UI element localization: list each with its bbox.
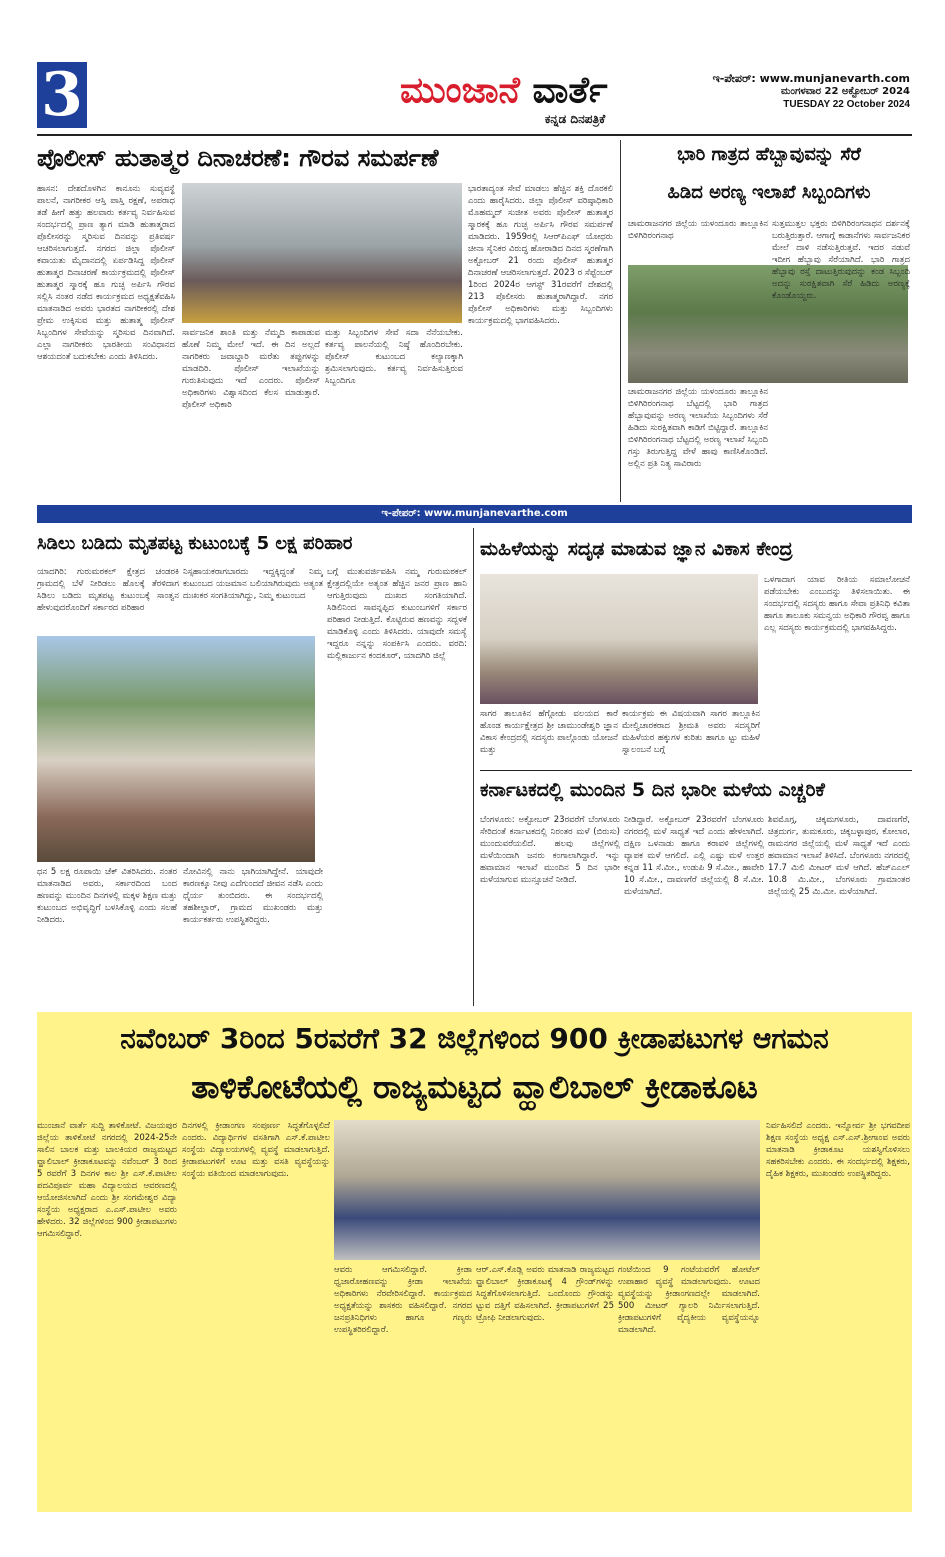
article-women-col2: ಕಾರ್ಯಕ್ರಮ ಈ ವಿಷಯವಾಗಿ ಸಾಗರ ತಾಲ್ಲೂಕಿನ ಮೇಲ್ವಿಚಾರಕರಾದ ಶ್ರೀಮತಿ ಅವರು ಸದಸ್ಯರಿಗೆ ಮಹಿಳೆಯರ ಹಕ್ಕುಗಳ ಕುರಿತು ಹಾಗೂ ಟ್ಟು ಮಹಿಳೆ ಸ್ವಾಲಂಬನೆ ಬಗ್ಗೆ bbox=[622, 709, 760, 755]
article-women-col3: ಒಳಗಾದಾಗ ಯಾವ ರೀತಿಯ ಸಮಾಲೋಚನೆ ಪಡೆಯಬೇಕು ಎಂಬುದನ್ನು ತಿಳಿಸಲಾಯಿತು. ಈ ಸಂದರ್ಭದಲ್ಲಿ ಸದಸ್ಯರು ಹಾಗೂ ಸೇವಾ ಪ್ರತಿನಿಧಿ ಕವಿತಾ ಹಾಗೂ ತಾಲೂಕು ಸಮನ್ವಯ ಅಧಿಕಾರಿ ಗೌರವ್ವ ಹಾಗೂ ಎಲ್ಲ ಸದಸ್ಯರು ಕಾರ್ಯಕ್ರಮದಲ್ಲಿ ಭಾಗವಹಿಸಿದ್ದರು. bbox=[764, 575, 910, 633]
article-volleyball-col3: ಆವರು ಆಗಮಿಸಲಿದ್ದಾರೆ. ಕ್ರೀಡಾ ಧ್ವಜಾರೋಹಣವನ್ನು ಕ್ರೀಡಾ ಇಲಾಖೆಯ ಅಧಿಕಾರಿಗಳು ನೆರವೇರಿಸಲಿದ್ದಾರೆ. ಕಾರ್ಯಕ್ರಮದ ಅಧ್ಯಕ್ಷತೆಯನ್ನು ಶಾಸಕರು ವಹಿಸಲಿದ್ದಾರೆ. ನಗರದ ಜನಪ್ರತಿನಿಧಿಗಳು ಹಾಗೂ ಗಣ್ಯರು ಉಪಸ್ಥಿತರಿರಲಿದ್ದಾರೆ. bbox=[334, 1265, 472, 1335]
column-divider bbox=[620, 140, 621, 502]
epaper-url[interactable]: ಇ-ಪೇಪರ್: www.munjanevarth.com bbox=[712, 72, 910, 85]
article-police-col1: ಹಾಸನ: ದೇಶದೊಳಗಿನ ಕಾನೂನು ಸುವ್ಯವಸ್ಥೆ ಪಾಲನೆ, ನಾಗರೀಕರ ಆಸ್ತಿ ಪಾಸ್ತಿ ರಕ್ಷಣೆ, ಅಪರಾಧ ತಡೆ ಹೀಗೆ ಹತ್ತು ಹಲವಾರು ಕರ್ತವ್ಯ ನಿರ್ವಹಿಸುವ ಸಂದರ್ಭದಲ್ಲಿ ಪ್ರಾಣ ತ್ಯಾಗ ಮಾಡಿ ಹುತಾತ್ಮರಾದ ಪೊಲೀಸರನ್ನು ಸ್ಮರಿಸುವ ದಿನವನ್ನು ಪ್ರತಿವರ್ಷ ಆಚರಿಸಲಾಗುತ್ತದೆ. ನಗರದ ಜಿಲ್ಲಾ ಪೊಲೀಸ್ ಕವಾಯತು ಮೈದಾನದಲ್ಲಿ ಏರ್ಪಡಿಸಿದ್ದ ಪೊಲೀಸ್ ಹುತಾತ್ಮರ ದಿನಾಚರಣೆ ಕಾರ್ಯಕ್ರಮದಲ್ಲಿ ಪೊಲೀಸ್ ಹುತಾತ್ಮರ ಸ್ಮಾರಕ್ಕೆ ಹೂ ಗುಚ್ಛ ಅರ್ಪಿಸಿ ಗೌರವ ಸಲ್ಲಿಸಿ ನಂತರ ನಡೆದ ಕಾರ್ಯಕ್ರಮದ ಅಧ್ಯಕ್ಷತೆವಹಿಸಿ ಮಾತನಾಡಿದ ಅವರು ಭಾರತದ ನಾಗರೀಕರಲ್ಲಿ ದೇಶ ಪ್ರೇಮ ಉಕ್ಕಿಸುವ ಮತ್ತು ಹುತಾತ್ಮ ಪೊಲೀಸ್ ಸಿಬ್ಬಂದಿಗಳ ಸೇವೆಯನ್ನು ಸ್ಮರಿಸುವ ದಿನವಾಗಿದೆ. ಎಲ್ಲಾ ನಾಗರೀಕರು ಭಾರತೀಯ ಸಂವಿಧಾನದ ಆಶಯದಂತೆ ಬದುಕಬೇಕು ಎಂದು ತಿಳಿಸಿದರು. bbox=[37, 184, 175, 362]
article-python-col1: ಚಾಮರಾಜನಗರ ಜಿಲ್ಲೆಯ ಯಳಂದೂರು ತಾಲ್ಲೂಕಿನ ಬಿಳಿಗಿರಿರಂಗನಾಥ ಬೆಟ್ಟದಲ್ಲಿ ಭಾರಿ ಗಾತ್ರದ ಹೆಬ್ಬಾವುವನ್ನು ಅರಣ್ಯ ಇಲಾಖೆಯ ಸಿಬ್ಬಂದಿಗಳು ಸೆರೆ ಹಿಡಿದು ಸುರಕ್ಷಿತವಾಗಿ ಕಾಡಿಗೆ ಬಿಟ್ಟಿದ್ದಾರೆ. ತಾಲ್ಲೂಕಿನ ಬಿಳಿಗಿರಿರಂಗನಾಥ ಬೆಟ್ಟದಲ್ಲಿ ಅರಣ್ಯ ಇಲಾಖೆ ಸಿಬ್ಬಂದಿ ಗಸ್ತು ತಿರುಗುತ್ತಿದ್ದ ವೇಳೆ ಹಾವು ಕಾಣಿಸಿಕೊಂಡಿದೆ. ಅಲ್ಲಿನ ಪ್ರತಿ ನಿತ್ಯ ಸಾವಿರಾರು bbox=[628, 387, 768, 469]
article-python-headline-1: ಭಾರಿ ಗಾತ್ರದ ಹೆಬ್ಬಾವುವನ್ನು ಸೆರೆ bbox=[677, 144, 861, 165]
volleyball-press-photo bbox=[334, 1120, 760, 1260]
article-lightning-col2b: ನೋವಿನಲ್ಲಿ ನಾನು ಭಾಗಿಯಾಗಿದ್ದೇನೆ. ಯಾವುದೇ ಕಾರಣಕ್ಕೂ ನೀವು ಎದೆಗುಂದದೆ ಜೀವನ ನಡೆಸಿ ಎಂದು ಧೈರ್ಯ ತುಂಬಿದರು. ಈ ಸಂದರ್ಭದಲ್ಲಿ ತಹಶೀಲ್ದಾರ್, ಗ್ರಾಮದ ಮುಖಂಡರು ಮತ್ತು ಕಾರ್ಯಕರ್ತರು ಉಪಸ್ಥಿತರಿದ್ದರು. bbox=[183, 867, 323, 925]
masthead-logo bbox=[400, 66, 660, 116]
article-volleyball-col2: ದಿನಗಳಲ್ಲಿ ಕ್ರೀಡಾಂಗಣ ಸಂಪೂರ್ಣ ಸಿದ್ಧತೆಗೊಳ್ಳಲಿದೆ ಎಂದರು. ವಿದ್ಯಾರ್ಥಿಗಳ ವಸತಿಗಾಗಿ ಎಸ್.ಕೆ.ಪಾಟೀಲ ಸಂಸ್ಥೆಯ ವಿದ್ಯಾಲಯಗಳಲ್ಲಿ ವ್ಯವಸ್ಥೆ ಮಾಡಲಾಗುತ್ತಿದೆ. ಕ್ರೀಡಾಪಟುಗಳಿಗೆ ಊಟ ಮತ್ತು ವಸತಿ ವ್ಯವಸ್ಥೆಯನ್ನು ಸಂಸ್ಥೆಯ ವತಿಯಿಂದ ಮಾಡಲಾಗುವುದು. bbox=[182, 1121, 330, 1179]
article-python-headline-2: ಹಿಡಿದ ಅರಣ್ಯ ಇಲಾಖೆ ಸಿಬ್ಬಂದಿಗಳು bbox=[667, 182, 871, 203]
police-ceremony-photo bbox=[182, 183, 462, 323]
article-volleyball-col1: ಮುಂಜಾನೆ ವಾರ್ತೆ ಸುದ್ದಿ ತಾಳಿಕೋಟೆ. ವಿಜಯಪುರ ಜಿಲ್ಲೆಯ ತಾಳಿಕೋಟೆ ನಗರದಲ್ಲಿ 2024-25ನೇ ಸಾಲಿನ ಬಾಲಕ ಮತ್ತು ಬಾಲಕಿಯರ ರಾಜ್ಯಮಟ್ಟದ ವ್ಹಾಲಿಬಾಲ್ ಕ್ರೀಡಾಕೂಟವನ್ನು ನವೆಂಬರ್ 3 ರಿಂದ 5 ರವರೆಗೆ 3 ದಿನಗಳ ಕಾಲ ಶ್ರೀ ಎಸ್.ಕೆ.ಪಾಟೀಲ ಪದವಿಪೂರ್ವ ಮಹಾ ವಿದ್ಯಾಲಯದ ಆವರಣದಲ್ಲಿ ಆಯೋಜಿಸಲಾಗಿದೆ ಎಂದು ಶ್ರೀ ಸಂಗಮೇಶ್ವರ ವಿದ್ಯಾ ಸಂಸ್ಥೆಯ ಅಧ್ಯಕ್ಷರಾದ ಎ.ಎಸ್.ಪಾಟೀಲ ಅವರು ಹೇಳಿದರು. 32 ಜಿಲ್ಲೆಗಳಿಂದ 900 ಕ್ರೀಡಾಪಟುಗಳು ಆಗಮಿಸಲಿದ್ದಾರೆ. bbox=[37, 1121, 177, 1239]
header-info bbox=[660, 72, 910, 111]
article-lightning-col1b: ಧನ 5 ಲಕ್ಷ ರೂಪಾಯಿ ಚೆಕ್ ವಿತರಿಸಿದರು. ನಂತರ ಮಾತನಾಡಿದ ಅವರು, ಸರ್ಕಾರದಿಂದ ಬಂದ ಹಣವನ್ನು ಮುಂದಿನ ದಿನಗಳಲ್ಲಿ ಮಕ್ಕಳ ಶಿಕ್ಷಣ ಮತ್ತು ಕುಟುಂಬದ ಅಭಿವೃದ್ಧಿಗೆ ಬಳಸಿಕೊಳ್ಳಿ ಎಂದು ಸಲಹೆ ನೀಡಿದರು. bbox=[37, 867, 177, 925]
masthead-part1: ಮುಂಜಾನೆ bbox=[400, 70, 520, 111]
article-python-col2: ಸುತ್ತಮುತ್ತಲ ಭಕ್ತರು ಬಿಳಿಗಿರಿರಂಗನಾಥನ ದರ್ಶನಕ್ಕೆ ಬರುತ್ತಿರುತ್ತಾರೆ. ಆಗಾಗ್ಗೆ ಕಾಡಾನೆಗಳು ಸಾರ್ವಜನಿಕರ ಮೇಲೆ ದಾಳಿ ನಡೆಸುತ್ತಿರುತ್ತವೆ. ಇದರ ನಡುವೆ ಇದೀಗ ಹೆಬ್ಬಾವು ಸೆರೆಯಾಗಿದೆ. ಭಾರಿ ಗಾತ್ರದ ಹೆಬ್ಬಾವು ರಸ್ತೆ ದಾಟುತ್ತಿರುವುದನ್ನು ಕಂಡ ಸಿಬ್ಬಂದಿ ಅದನ್ನು ಸುರಕ್ಷಿತವಾಗಿ ಸೆರೆ ಹಿಡಿದು ಅರಣ್ಯಕ್ಕೆ ಕೊಂಡೊಯ್ದರು. bbox=[772, 219, 910, 301]
article-rain-col2: ನೀಡಿದ್ದಾರೆ. ಅಕ್ಟೋಬರ್ 23ರವರೆಗೆ ಬೆಂಗಳೂರು ನಗರದಲ್ಲಿ ಮಳೆ ಸಾಧ್ಯತೆ ಇದೆ ಎಂದು ಹೇಳಲಾಗಿದೆ. ದಕ್ಷಿಣ ಒಳನಾಡು ಹಾಗೂ ಕರಾವಳಿ ಜಿಲ್ಲೆಗಳಲ್ಲಿ ವ್ಯಾಪಕ ಮಳೆ ಆಗಲಿದೆ. ಎಲ್ಲಿ ಎಷ್ಟು ಮಳೆ ಉತ್ತರ ಕನ್ನಡ 11 ಸೆ.ಮೀ., ಉಡುಪಿ 9 ಸೆ.ಮೀ., ಹಾವೇರಿ 10 ಸೆ.ಮೀ., ದಾವಣಗೆರೆ ಜಿಲ್ಲೆಯಲ್ಲಿ 8 ಸೆ.ಮೀ. ಮಳೆಯಾಗಿದೆ. bbox=[624, 815, 764, 897]
masthead-part2: ವಾರ್ತೆ bbox=[532, 70, 608, 111]
header-rule bbox=[37, 134, 912, 136]
article-rain-col1: ಬೆಂಗಳೂರು: ಅಕ್ಟೋಬರ್ 23ರವರೆಗೆ ಬೆಂಗಳೂರು ಸೇರಿದಂತೆ ಕರ್ನಾಟಕದಲ್ಲಿ ನಿರಂತರ ಮಳೆ (ಬಿರುಸು) ಮುಂದುವರೆಯಲಿದೆ. ಹಲವು ಜಿಲ್ಲೆಗಳಲ್ಲಿ ಮಳೆಯಿಂದಾಗಿ ಜನರು ಕಂಗಾಲಾಗಿದ್ದಾರೆ. ಇನ್ನು ಹವಾಮಾನ ಇಲಾಖೆ ಮುಂದಿನ 5 ದಿನ ಭಾರೀ ಮಳೆಯಾಗುವ ಮುನ್ಸೂಚನೆ ನೀಡಿದೆ. bbox=[480, 815, 620, 885]
article-volleyball-col6: ನಿರ್ವಹಿಸಲಿದೆ ಎಂದರು. ಇನ್ನೋರ್ವ ಶ್ರೀ ಭಗವದೀಪ ಶಿಕ್ಷಣ ಸಂಸ್ಥೆಯ ಅಧ್ಯಕ್ಷ ಎಸ್.ಎಸ್.ಶ್ರೀಗಾಂವ ಅವರು ಮಾತನಾಡಿ ಕ್ರೀಡಾಕೂಟ ಯಶಸ್ವಿಗೊಳಿಸಲು ಸಹಕರಿಸಬೇಕು ಎಂದರು. ಈ ಸಂದರ್ಭದಲ್ಲಿ ಶಿಕ್ಷಕರು, ದೈಹಿಕ ಶಿಕ್ಷಕರು, ಮುಖಂಡರು ಉಪಸ್ಥಿತರಿದ್ದರು. bbox=[766, 1121, 910, 1179]
article-volleyball-col5: ಗಂಟೆಯಿಂದ 9 ಗಂಟೆಯವರೆಗೆ ಹೋಟೆಲ್ ಉಪಾಹಾರ ವ್ಯವಸ್ಥೆ ಮಾಡಲಾಗುವುದು. ಊಟದ ವ್ಯವಸ್ಥೆಯನ್ನು ಕ್ರೀಡಾಂಗಣದಲ್ಲೇ ಮಾಡಲಾಗಿದೆ. 500 ಮೀಟರ್ ಗ್ಯಾಲರಿ ನಿರ್ಮಿಸಲಾಗುತ್ತಿದೆ. ಕ್ರೀಡಾಪಟುಗಳಿಗೆ ವೈದ್ಯಕೀಯ ವ್ಯವಸ್ಥೆಯನ್ನೂ ಮಾಡಲಾಗಿದೆ. bbox=[618, 1265, 760, 1335]
women-meeting-photo bbox=[480, 574, 758, 704]
article-police-col2: ಸಾರ್ವಜನಿಕ ಶಾಂತಿ ಮತ್ತು ನೆಮ್ಮದಿ ಕಾಪಾಡುವ ಹೊಣೆ ನಿಮ್ಮ ಮೇಲೆ ಇದೆ. ಈ ದಿನ ಅಲ್ಲದೆ ನಾಗರಿಕರು ಜವಾಬ್ದಾರಿ ಮರೆತು ತಪ್ಪುಗಳನ್ನು ಮಾಡದಿರಿ. ಪೊಲೀಸ್ ಇಲಾಖೆಯನ್ನು ಗುರುತಿಸುವುದು ಇದೆ ಎಂದರು. ಪೊಲೀಸ್ ಅಧಿಕಾರಿಗಳು ವಿಶ್ವಾಸದಿಂದ ಕೆಲಸ ಮಾಡುತ್ತಾರೆ. ಪೊಲೀಸ್ ಅಧಿಕಾರಿ bbox=[182, 328, 320, 410]
compensation-photo bbox=[37, 636, 315, 862]
masthead-tagline: ಕನ್ನಡ ದಿನಪತ್ರಿಕೆ bbox=[544, 112, 606, 126]
epaper-band[interactable]: ಇ-ಪೇಪರ್: www.munjanevarthe.com bbox=[37, 505, 912, 523]
article-lightning-col1: ಯಾದಗಿರಿ: ಗುರುಮಠಕಲ್ ಕ್ಷೇತ್ರದ ಚಂಡರಕಿ ಗ್ರಾಮದಲ್ಲಿ ಬೆಳೆ ನೀರಿಡಲು ಹೊಲಕ್ಕೆ ತೆರಳಿದಾಗ ಸಿಡಿಲು ಬಡಿದು ಮೃತಪಟ್ಟ ಕುಟುಂಬಕ್ಕೆ ಸಾಂತ್ವನ ಹೇಳುವುದರೊಂದಿಗೆ ಸರ್ಕಾರದ ಪರಿಹಾರ bbox=[37, 567, 179, 613]
article-lightning-col3: ಬಗ್ಗೆ ಮುತುವರ್ಜಿವಹಿಸಿ ನಮ್ಮ ಗುರುಮಠಕಲ್ ಕ್ಷೇತ್ರದಲ್ಲಿಯೇ ಅತ್ಯಂತ ಹೆಚ್ಚಿನ ಜನರ ಪ್ರಾಣ ಹಾನಿ ಆಗುತ್ತಿರುವುದು ದುಃಖದ ಸಂಗತಿಯಾಗಿದೆ. ಸಿಡಿಲಿನಿಂದ ಸಾವನ್ನಪ್ಪಿದ ಕುಟುಂಬಗಳಿಗೆ ಸರ್ಕಾರ ಪರಿಹಾರ ನೀಡುತ್ತಿದೆ. ಕೊಟ್ಟಿರುವ ಹಣವನ್ನು ಸದ್ಬಳಕೆ ಮಾಡಿಕೊಳ್ಳಿ ಎಂದು ತಿಳಿಸಿದರು. ಯಾವುದೇ ಸಮಸ್ಯೆ ಇದ್ದರೂ ನನ್ನನ್ನು ಸಂಪರ್ಕಿಸಿ ಎಂದರು. ವರದಿ: ಮಲ್ಲಿಕಾರ್ಜುನ ಕಂದಕೂರ್, ಯಾದಗಿರಿ ಜಿಲ್ಲೆ bbox=[327, 567, 467, 661]
article-women-col1: ಸಾಗರ ತಾಲೂಕಿನ ಹೆಗ್ಗೋಡು ವಲಯದ ಕಾರೆ ಹೊಂಡ ಕಾರ್ಯಕ್ಷೇತ್ರದ ಶ್ರೀ ಚಾಮುಂಡೇಶ್ವರಿ ಜ್ಞಾನ ವಿಕಾಸ ಕೇಂದ್ರದಲ್ಲಿ ಸದಸ್ಯರು ಪಾಲ್ಗೊಂಡು ಯೋಜನೆ ಮತ್ತು bbox=[480, 709, 618, 755]
date-english: TUESDAY 22 October 2024 bbox=[783, 99, 910, 110]
article-rain-headline: ಕರ್ನಾಟಕದಲ್ಲಿ ಮುಂದಿನ 5 ದಿನ ಭಾರೀ ಮಳೆಯ ಎಚ್ಚರಿಕೆ bbox=[480, 779, 825, 801]
article-volleyball-headline-1: ನವೆಂಬರ್ 3ರಿಂದ 5ರವರೆಗೆ 32 ಜಿಲ್ಲೆಗಳಿಂದ 900 ಕ್ರೀಡಾಪಟುಗಳ ಆಗಮನ bbox=[120, 1022, 829, 1055]
page-number: 3 bbox=[37, 62, 87, 128]
article-python-col1-top: ಚಾಮರಾಜನಗರ ಜಿಲ್ಲೆಯ ಯಳಂದೂರು ತಾಲ್ಲೂಕಿನ ಬಿಳಿಗಿರಿರಂಗನಾಥ bbox=[628, 219, 768, 241]
article-rain-col3: ಶಿವಮೊಗ್ಗ, ಚಿಕ್ಕಮಗಳೂರು, ದಾವಣಗೆರೆ, ಚಿತ್ರದುರ್ಗ, ತುಮಕೂರು, ಚಿಕ್ಕಬಳ್ಳಾಪುರ, ಕೋಲಾರ, ರಾಮನಗರ ಜಿಲ್ಲೆಯಲ್ಲಿ ಮಳೆ ಸಾಧ್ಯತೆ ಇದೆ ಎಂದು ಹವಾಮಾನ ಇಲಾಖೆ ತಿಳಿಸಿದೆ. ಬೆಂಗಳೂರು ನಗರದಲ್ಲಿ 17.7 ಮಿಲಿ ಮೀಟರ್ ಮಳೆ ಆಗಿದೆ. ಹೆಚ್‌ಎಎಲ್ 10.8 ಮಿ.ಮೀ., ಬೆಂಗಳೂರು ಗ್ರಾಮಾಂತರ ಜಿಲ್ಲೆಯಲ್ಲಿ 25 ಮಿ.ಮೀ. ಮಳೆಯಾಗಿದೆ. bbox=[768, 815, 910, 897]
article-volleyball-headline-2: ತಾಳಿಕೋಟೆಯಲ್ಲಿ ರಾಜ್ಯಮಟ್ಟದ ವ್ಹಾಲಿಬಾಲ್ ಕ್ರೀಡಾಕೂಟ bbox=[191, 1068, 758, 1106]
article-volleyball-col4: ಆರ್.ಎಸ್.ಕೊಡ್ಲಿ ಅವರು ಮಾತನಾಡಿ ರಾಜ್ಯಮಟ್ಟದ ವ್ಹಾಲಿಬಾಲ್ ಕ್ರೀಡಾಕೂಟಕ್ಕೆ 4 ಗ್ರೌಂಡ್‌ಗಳನ್ನು ಸಿದ್ಧತೆಗೊಳಿಸಲಾಗುತ್ತಿದೆ. ಒಂದೊಂದು ಗ್ರೌಂಡನ್ನು ಟ್ಟುವ ದತ್ತಿಗೆ ವಹಿಸಲಾಗಿದೆ. ಕ್ರೀಡಾಪಟುಗಳಿಗೆ 25 ಟ್ರೋಫಿ ನೀಡಲಾಗುವುದು. bbox=[476, 1265, 614, 1323]
article-police-headline: ಪೊಲೀಸ್ ಹುತಾತ್ಮರ ದಿನಾಚರಣೆ: ಗೌರವ ಸಮರ್ಪಣೆ bbox=[37, 144, 439, 172]
article-lightning-col2: ನಿಸ್ಸಹಾಯಕರಾಗಬಾರದು ಇದ್ದಕ್ಕಿದ್ದಂತೆ ನಿಮ್ಮ ಕುಟುಂಬದ ಯಜಮಾನ ಬಲಿಯಾಗಿರುವುದು ಅತ್ಯಂತ ದುಃಖಕರ ಸಂಗತಿಯಾಗಿದ್ದು, ನಿಮ್ಮ ಕುಟುಂಬದ bbox=[183, 567, 323, 601]
date-kannada: ಮಂಗಳವಾರ 22 ಅಕ್ಟೋಬರ್ 2024 bbox=[781, 86, 910, 97]
section-rule bbox=[480, 770, 912, 771]
article-lightning-headline: ಸಿಡಿಲು ಬಡಿದು ಮೃತಪಟ್ಟ ಕುಟುಂಬಕ್ಕೆ 5 ಲಕ್ಷ ಪರಿಹಾರ bbox=[37, 533, 353, 554]
article-police-col3: ಮತ್ತು ಸಿಬ್ಬಂದಿಗಳ ಸೇವೆ ಸದಾ ನೆನೆಯಬೇಕು. ಕರ್ತವ್ಯ ಪಾಲನೆಯಲ್ಲಿ ನಿಷ್ಠೆ ಹೊಂದಿರಬೇಕು. ಪೊಲೀಸ್ ಕುಟುಂಬದ ಕಲ್ಯಾಣಕ್ಕಾಗಿ ಶ್ರಮಿಸಲಾಗುವುದು. ಕರ್ತವ್ಯ ನಿರ್ವಹಿಸುತ್ತಿರುವ ಸಿಬ್ಬಂದಿಗೂ bbox=[325, 328, 463, 386]
article-women-headline: ಮಹಿಳೆಯನ್ನು ಸದೃಢ ಮಾಡುವ ಜ್ಞಾನ ವಿಕಾಸ ಕೇಂದ್ರ bbox=[480, 538, 793, 560]
article-police-col4: ಭಾರತಾದ್ಯಂತ ಸೇವೆ ಮಾಡಲು ಹೆಚ್ಚಿನ ಶಕ್ತಿ ದೊರಕಲಿ ಎಂದು ಹಾರೈಸಿದರು. ಜಿಲ್ಲಾ ಪೊಲೀಸ್ ವರಿಷ್ಠಾಧಿಕಾರಿ ಮೊಹಮ್ಮದ್ ಸುಜೀತ ಅವರು ಪೊಲೀಸ್ ಹುತಾತ್ಮರ ಸ್ಮಾರಕಕ್ಕೆ ಹೂ ಗುಚ್ಛ ಅರ್ಪಿಸಿ ಗೌರವ ಸಮರ್ಪಣೆ ಮಾಡಿದರು. 1959ರಲ್ಲಿ ಸಿಆರ್‌ಪಿಎಫ್ ಯೋಧರು ಚೀನಾ ಸೈನಿಕರ ವಿರುದ್ಧ ಹೋರಾಡಿದ ದಿನದ ಸ್ಮರಣೆಗಾಗಿ ಅಕ್ಟೋಬರ್ 21 ರಂದು ಪೊಲೀಸ್ ಹುತಾತ್ಮರ ದಿನಾಚರಣೆ ಆಚರಿಸಲಾಗುತ್ತದೆ. 2023 ರ ಸೆಪ್ಟೆಂಬರ್ 1ರಿಂದ 2024ರ ಆಗಸ್ಟ್ 31ರವರೆಗೆ ದೇಶದಲ್ಲಿ 213 ಪೊಲೀಸರು ಹುತಾತ್ಮರಾಗಿದ್ದಾರೆ. ನಗರ ಪೊಲೀಸ್ ಅಧಿಕಾರಿಗಳು ಮತ್ತು ಸಿಬ್ಬಂದಿಗಳು ಕಾರ್ಯಕ್ರಮದಲ್ಲಿ ಭಾಗವಹಿಸಿದರು. bbox=[468, 184, 613, 326]
column-divider-2 bbox=[473, 528, 474, 1006]
